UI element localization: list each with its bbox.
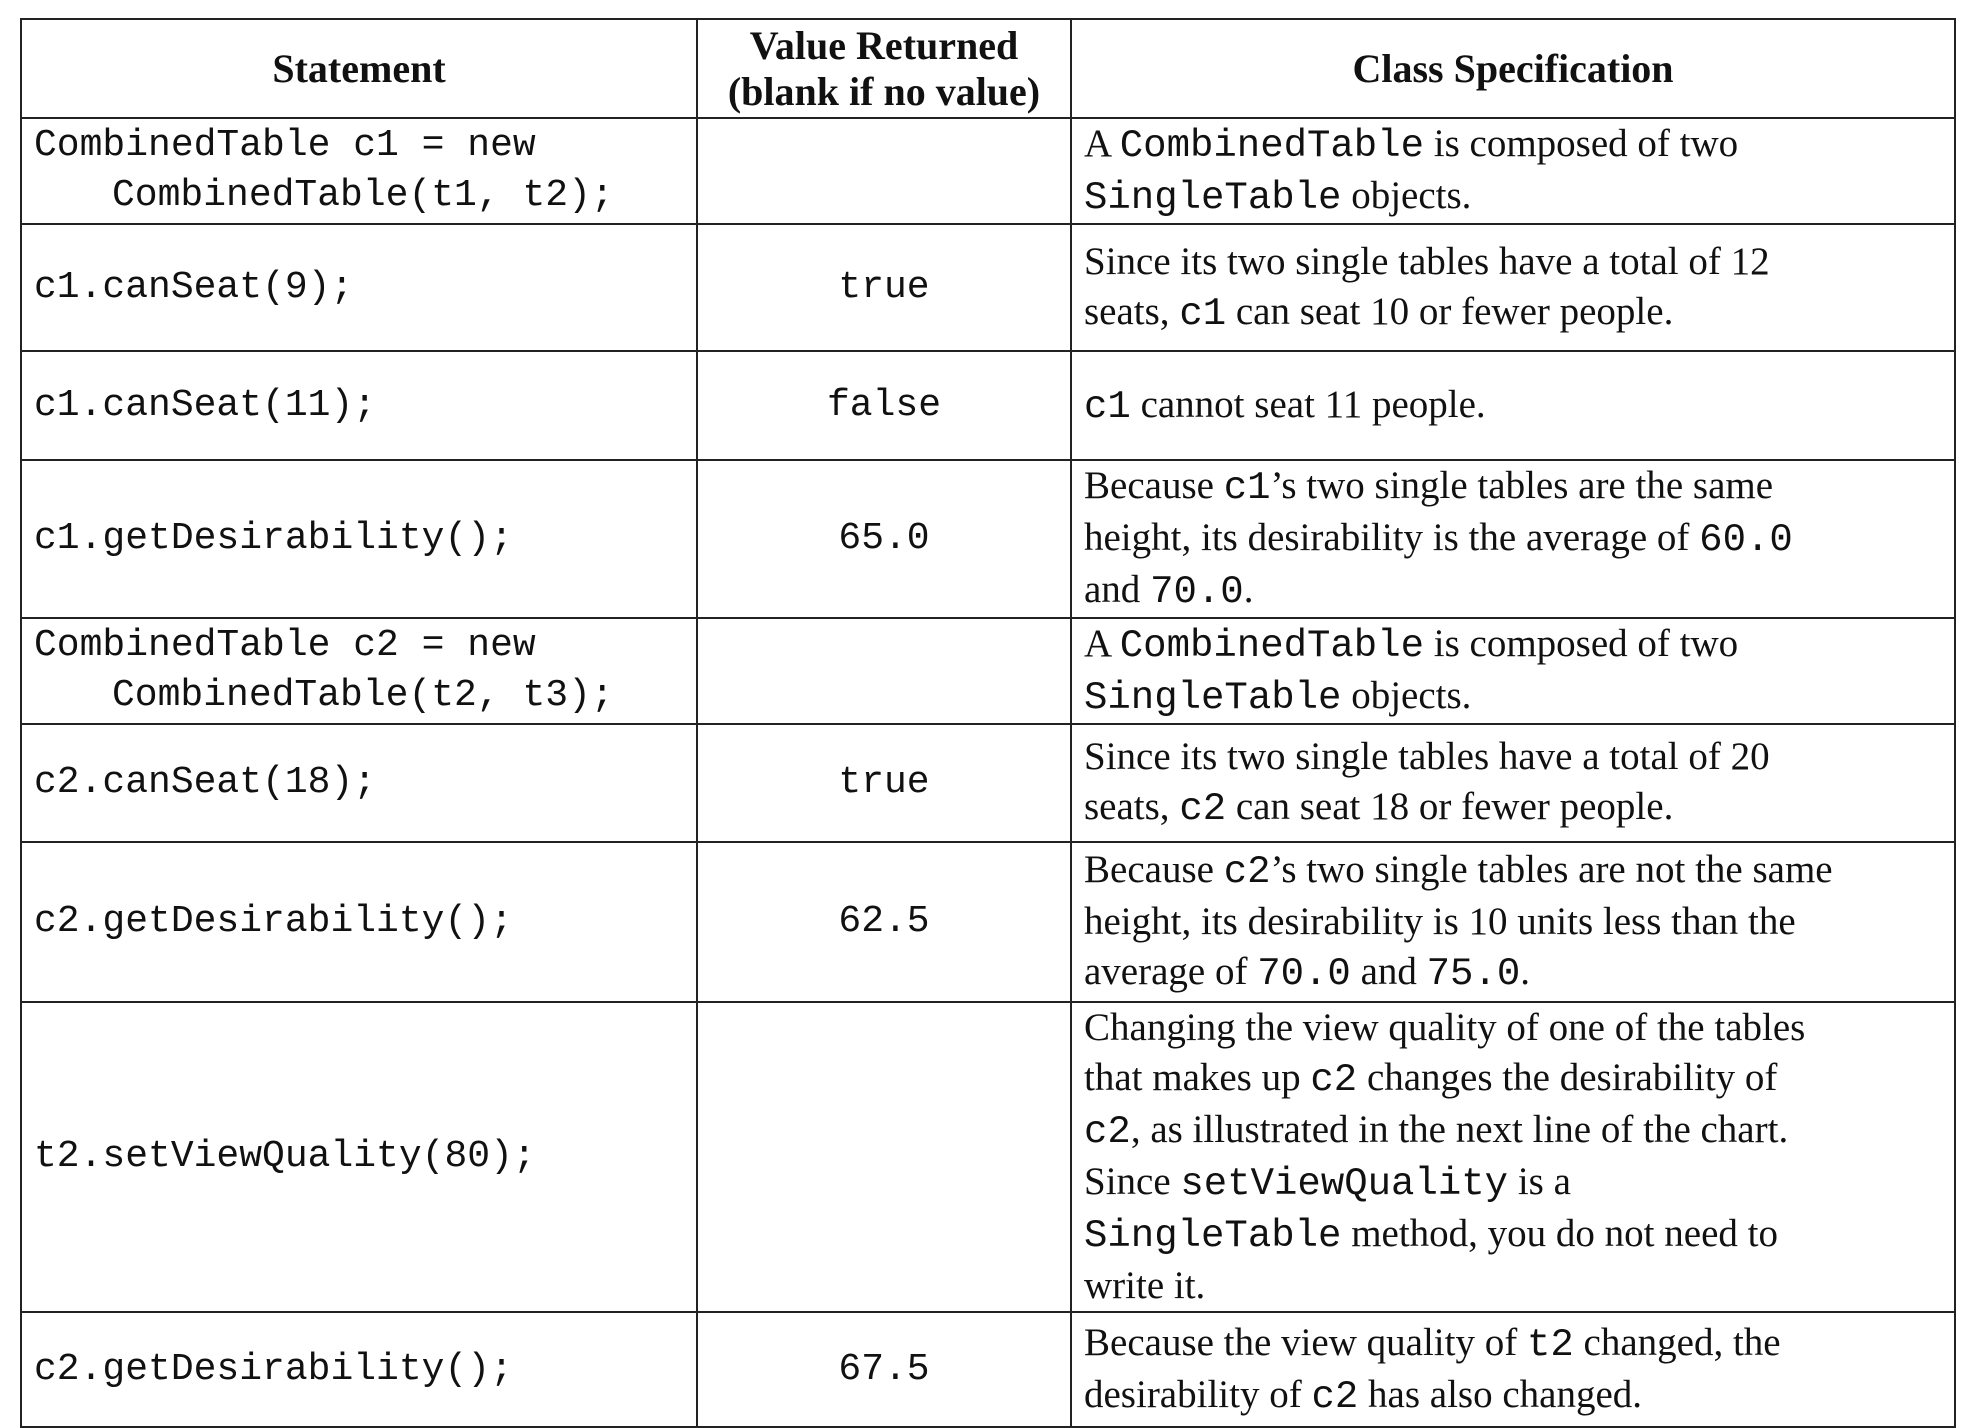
code-term: c2 [1179,787,1227,831]
value-returned-cell: true [697,724,1071,842]
value-returned-cell: 62.5 [697,842,1071,1002]
value-returned-cell [697,618,1071,724]
statement-line: c1.canSeat(9); [34,265,354,309]
spec-text: has also changed. [1358,1372,1643,1416]
specification-line [1084,1318,1944,1370]
statement-line: CombinedTable c2 = new [34,624,536,667]
spec-text: , as illustrated in the next line of the chart. [1130,1108,1789,1151]
spec-text: average of [1084,950,1258,993]
spec-text: . [1243,568,1254,611]
value-returned-cell: 65.0 [697,460,1071,618]
table-row [21,118,1955,224]
specification-line [1084,1261,1944,1311]
table-row [21,351,1955,460]
spec-text: method, you do not need to [1341,1212,1778,1255]
statement-line: CombinedTable c1 = new [34,124,536,167]
value-returned-cell: true [697,224,1071,351]
spec-text: seats, [1084,785,1180,828]
code-term: 70.0 [1150,570,1244,614]
header-value-line2: (blank if no value) [727,68,1041,114]
statement-cell [21,118,697,224]
specification-line [1084,1105,1944,1157]
code-term: SingleTable [1084,676,1342,720]
statement-line: c2.getDesirability(); [34,900,513,943]
code-term: setViewQuality [1180,1162,1509,1206]
specification-line [1084,1157,1944,1209]
specification-line [1084,947,1944,999]
spec-text: Because [1084,464,1224,507]
spec-text: Since its two single tables have a total of 20 [1084,735,1770,778]
spec-text: A [1084,622,1120,665]
table-row [21,842,1955,1002]
class-specification-cell [1071,224,1955,351]
code-term: t2 [1526,1322,1574,1367]
statement-cell [21,351,697,460]
spec-text: seats, [1084,289,1180,333]
spec-text: that makes up [1084,1056,1311,1099]
spec-text: and [1084,568,1151,611]
spec-text: . [1520,950,1531,993]
code-term: c1 [1223,466,1271,510]
spec-text: Because [1084,848,1224,891]
code-term: c2 [1310,1058,1358,1102]
specification-line [1084,1003,1944,1053]
specification-line [1084,782,1944,834]
code-term: c2 [1223,850,1271,894]
class-specification-cell [1071,842,1955,1002]
specification-line [1084,119,1944,171]
spec-text: is a [1508,1160,1571,1203]
spec-text: A [1084,122,1120,165]
specification-line [1084,897,1944,947]
spec-text: Because the view quality of [1084,1320,1527,1364]
header-row [21,19,1955,118]
spec-text: Changing the view quality of one of the tables [1084,1006,1806,1049]
specification-line [1084,461,1944,513]
specification-line [1084,237,1944,287]
specification-line [1084,1209,1944,1261]
spec-text: desirability of [1084,1372,1312,1416]
specification-line [1084,287,1944,339]
statement-line: c2.getDesirability(); [34,1347,513,1391]
header-class-specification: Class Specification [1071,19,1955,118]
class-specification-cell [1071,118,1955,224]
statement-line: t2.setViewQuality(80); [34,1135,536,1178]
code-term: 75.0 [1426,952,1521,996]
header-value-returned [697,19,1071,118]
class-specification-cell [1071,1002,1955,1312]
code-term: 70.0 [1257,952,1351,996]
spec-text: Since [1084,1160,1181,1203]
statement-cell [21,1002,697,1312]
table-row [21,724,1955,842]
specification-line [1084,513,1944,565]
statement-line: CombinedTable(t1, t2); [112,174,614,217]
class-specification-cell [1071,460,1955,618]
spec-text: is composed of two [1424,622,1739,665]
class-specification-cell [1071,351,1955,460]
spec-text: can seat 18 or fewer people. [1226,785,1674,828]
statement-line: CombinedTable(t2, t3); [112,674,614,717]
value-returned-cell: false [697,351,1071,460]
header-statement: Statement [21,19,697,118]
code-term: SingleTable [1084,1214,1342,1258]
code-term: SingleTable [1084,176,1342,220]
statement-cell [21,618,697,724]
spec-text: is composed of two [1424,122,1739,165]
specification-line [1084,565,1944,617]
table-row [21,460,1955,618]
class-specification-cell [1071,724,1955,842]
spec-text: ’s two single tables are the same [1270,464,1774,507]
statement-cell [21,1312,697,1427]
code-term: 60.0 [1699,518,1793,562]
class-specification-cell [1071,618,1955,724]
specification-line [1084,845,1944,897]
value-returned-cell [697,1002,1071,1312]
code-term: c2 [1311,1374,1359,1419]
spec-text: cannot seat 11 people. [1130,382,1486,426]
spec-text: changes the desirability of [1357,1056,1778,1099]
spec-text: height, its desirability is 10 units less than the [1084,900,1796,943]
specification-line [1084,1053,1944,1105]
spec-text: height, its desirability is the average of [1084,516,1700,559]
code-term: c2 [1084,1110,1131,1154]
table-row [21,618,1955,724]
spec-text: objects. [1341,674,1472,717]
spec-text: changed, the [1573,1320,1781,1364]
table-row [21,224,1955,351]
statement-line: c1.getDesirability(); [34,517,513,560]
statement-cell [21,460,697,618]
code-term: CombinedTable [1119,624,1425,668]
specification-line [1084,171,1944,223]
spec-text: and [1350,950,1427,993]
statement-cell [21,842,697,1002]
method-example-table [20,18,1956,1428]
spec-text: objects. [1341,174,1472,217]
code-term: c1 [1084,384,1131,429]
table-row [21,1312,1955,1427]
spec-text: write it. [1084,1264,1206,1307]
header-value-line1: Value Returned [749,22,1019,68]
spec-text: can seat 10 or fewer people. [1226,289,1674,333]
specification-line [1084,732,1944,782]
specification-line [1084,671,1944,723]
statement-cell [21,224,697,351]
table-row [21,1002,1955,1312]
statement-line: c1.canSeat(11); [34,383,377,427]
specification-line [1084,380,1944,432]
code-term: c1 [1179,291,1227,336]
statement-line: c2.canSeat(18); [34,761,377,804]
value-returned-cell [697,118,1071,224]
code-term: CombinedTable [1119,124,1425,168]
class-specification-cell [1071,1312,1955,1427]
specification-line [1084,1370,1944,1422]
specification-line [1084,619,1944,671]
statement-cell [21,724,697,842]
spec-text: ’s two single tables are not the same [1270,848,1833,891]
value-returned-cell: 67.5 [697,1312,1071,1427]
spec-text: Since its two single tables have a total of 12 [1084,239,1770,283]
